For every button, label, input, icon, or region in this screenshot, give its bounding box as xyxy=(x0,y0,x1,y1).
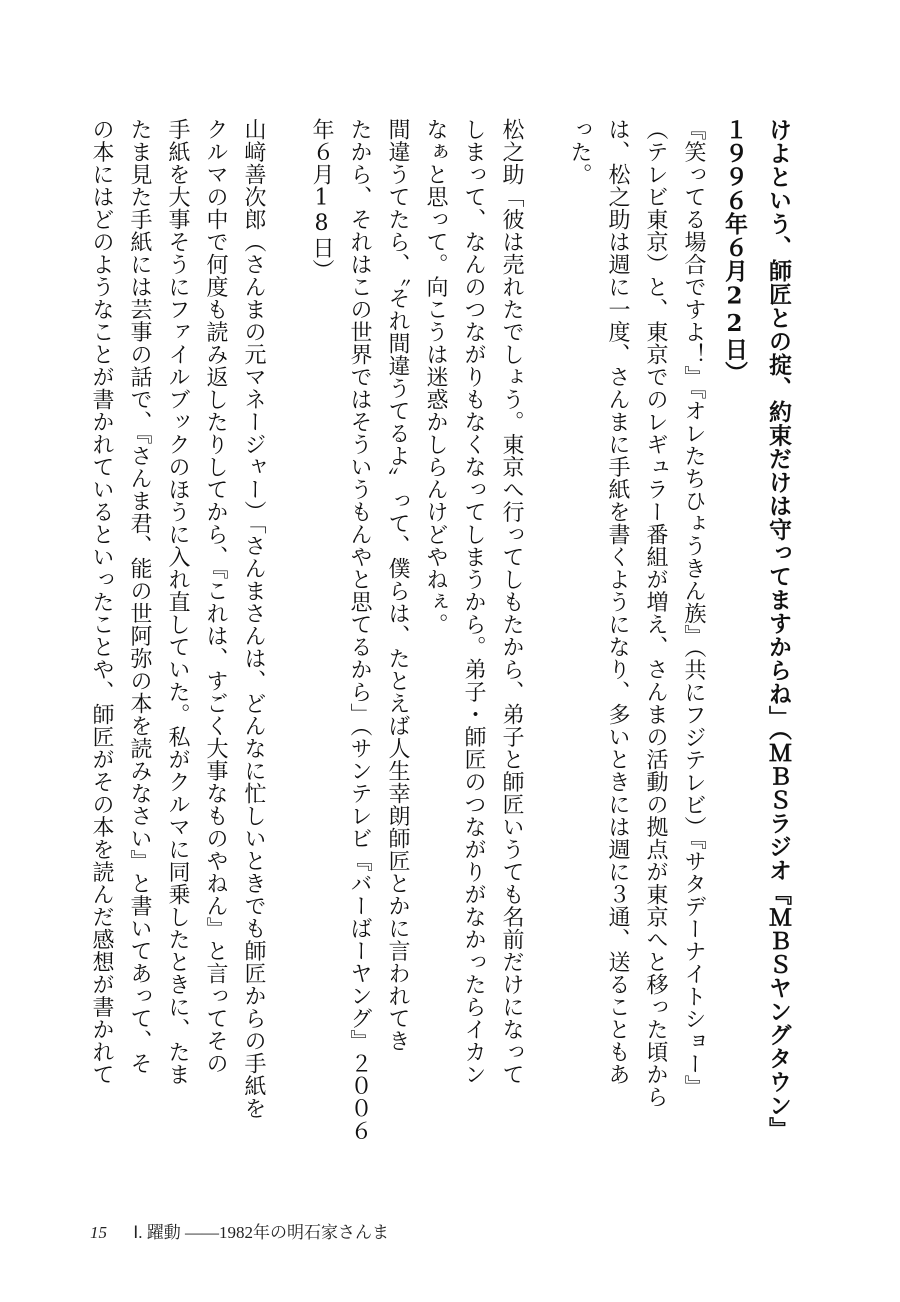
page-number: 15 xyxy=(90,1223,107,1242)
text-line: 間違うてたら、〝それ間違うてるよ〟って、僕らは、たとえば人生幸朗師匠とかに言われてき xyxy=(385,118,410,1052)
text-line: １９９６年６月22日） xyxy=(721,118,748,385)
text-line: は、松之助は週に一度、さんまに手紙を書くようになり、多いときには週に３通、送ることもあ xyxy=(605,118,630,1086)
text-line: （テレビ東京）と、東京でのレギュラー番組が増え、さんまの活動の拠点が東京へと移った頃から xyxy=(643,118,668,1108)
text-line: クルマの中で何度も読み返したりしてから、『これは、すごく大事なものやねん』と言ってその xyxy=(203,118,228,1075)
text-line: 年６月18日） xyxy=(309,118,334,282)
text-line: なぁと思って。向こうは迷惑かしらんけどやねぇ。 xyxy=(423,118,448,636)
paragraph-1 xyxy=(712,118,800,1141)
text-line: 山﨑善次郎（さんまの元マネージャー）「さんまさんは、どんなに忙しいときでも師匠からの手紙を xyxy=(241,118,266,1120)
text-line: の本にはどのようなことが書かれているといったことや、師匠がその本を読んだ感想が書かれて xyxy=(89,118,114,1086)
text-line: 松之助「彼は売れたでしょう。東京へ行ってしもたから、弟子と師匠いうても名前だけになって xyxy=(499,118,524,1086)
page-footer xyxy=(90,1218,389,1243)
paragraph-4 xyxy=(82,118,272,1120)
paragraph-2 xyxy=(560,118,712,1108)
text-line: けよという、師匠との掟、約束だけは守ってますからね」（ＭＢＳラジオ『ＭＢＳヤングタウン』 xyxy=(765,118,792,1141)
vertical-body-text xyxy=(52,118,800,1142)
text-line: たから、それはこの世界ではそういうもんやと思てるから」（サンテレビ『バーばーヤング』２００６ xyxy=(347,118,372,1142)
text-line: 『笑ってる場合ですよ！』『オレたちひょうきん族』（共にフジテレビ）『サタデーナイトショー』 xyxy=(681,118,706,1098)
paragraph-3 xyxy=(302,118,530,1142)
text-line: った。 xyxy=(567,118,592,186)
text-line: しまって、なんのつながりもなくなってしまうから。弟子・師匠のつながりがなかったらイカン xyxy=(461,118,486,1086)
running-header-section: Ⅰ. 躍動 ――1982年の明石家さんま xyxy=(133,1223,390,1242)
text-line: たま見た手紙には芸事の話で、『さんま君、能の世阿弥の本を読みなさい』と書いてあって、そ xyxy=(127,118,152,1075)
text-line: 手紙を大事そうにファイルブックのほうに入れ直していた。私がクルマに同乗したときに、たま xyxy=(165,118,190,1086)
